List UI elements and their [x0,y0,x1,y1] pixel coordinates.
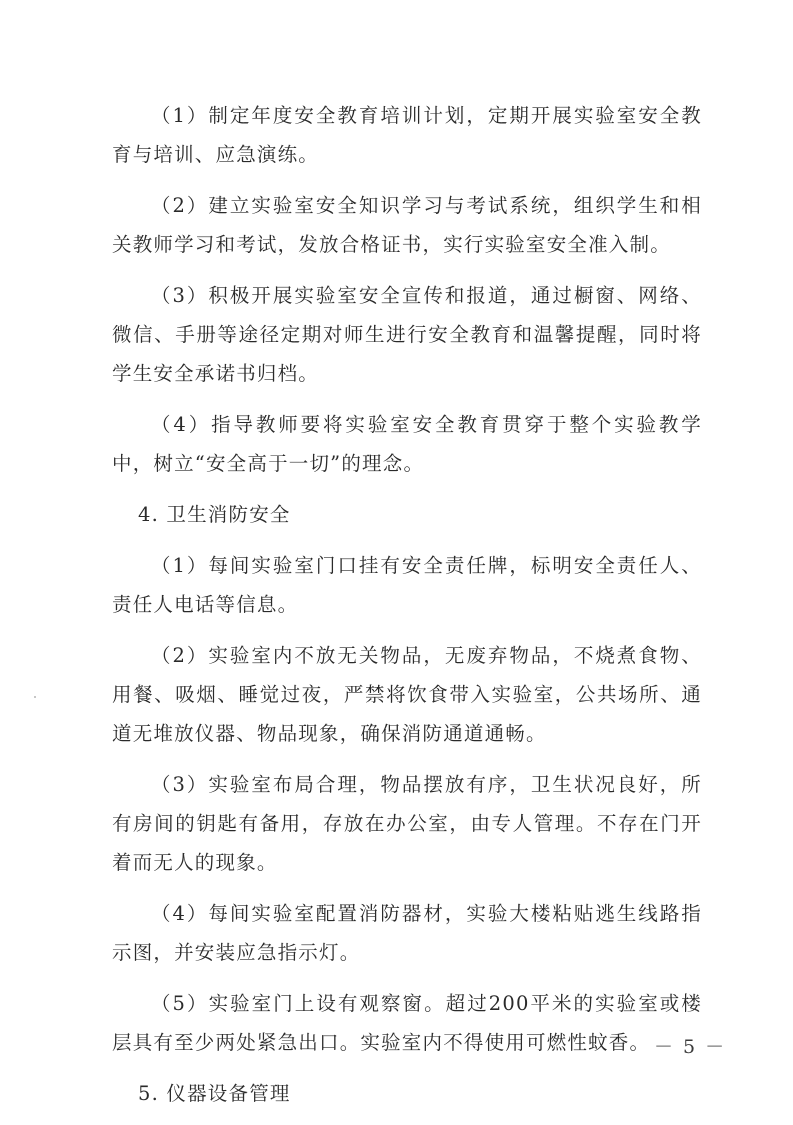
paragraph-safety-exam-system: （2）建立实验室安全知识学习与考试系统，组织学生和相关教师学习和考试，发放合格证书，实行实验室安全准入制。 [112,194,702,256]
paragraph-teacher-guidance: （4）指导教师要将实验室安全教育贯穿于整个实验教学中，树立“安全高于一切”的理念。 [112,413,702,475]
paragraph-observation-window-exits: （5）实验室门上设有观察窗。超过200平米的实验室或楼层具有至少两处紧急出口。实验室内不得使用可燃性蚊香。 [112,992,702,1054]
paragraph-fire-equipment: （4）每间实验室配置消防器材，实验大楼粘贴逃生线路指示图，并安装应急指示灯。 [112,902,702,964]
paragraph-lab-layout-keys: （3）实验室布局合理，物品摆放有序，卫生状况良好，所有房间的钥匙有备用，存放在办公室，由专人管理。不存在门开着而无人的现象。 [112,773,702,874]
section-heading-hygiene-fire-safety: 4. 卫生消防安全 [138,503,291,526]
document-body [112,96,702,1125]
section-heading-instrument-management: 5. 仪器设备管理 [138,1082,291,1105]
paragraph-safety-training-plan: （1）制定年度安全教育培训计划，定期开展实验室安全教育与培训、应急演练。 [112,104,702,166]
paragraph-responsibility-sign: （1）每间实验室门口挂有安全责任牌，标明安全责任人、责任人电话等信息。 [112,554,702,616]
scan-mark [34,696,36,698]
paragraph-safety-publicity: （3）积极开展实验室安全宣传和报道，通过橱窗、网络、微信、手册等途径定期对师生进行安全教育和温馨提醒，同时将学生安全承诺书归档。 [112,284,702,385]
paragraph-lab-prohibitions: （2）实验室内不放无关物品，无废弃物品，不烧煮食物、用餐、吸烟、睡觉过夜，严禁将饮食带入实验室，公共场所、通道无堆放仪器、物品现象，确保消防通道通畅。 [112,644,702,745]
page-number: － 5 － [654,1036,727,1058]
